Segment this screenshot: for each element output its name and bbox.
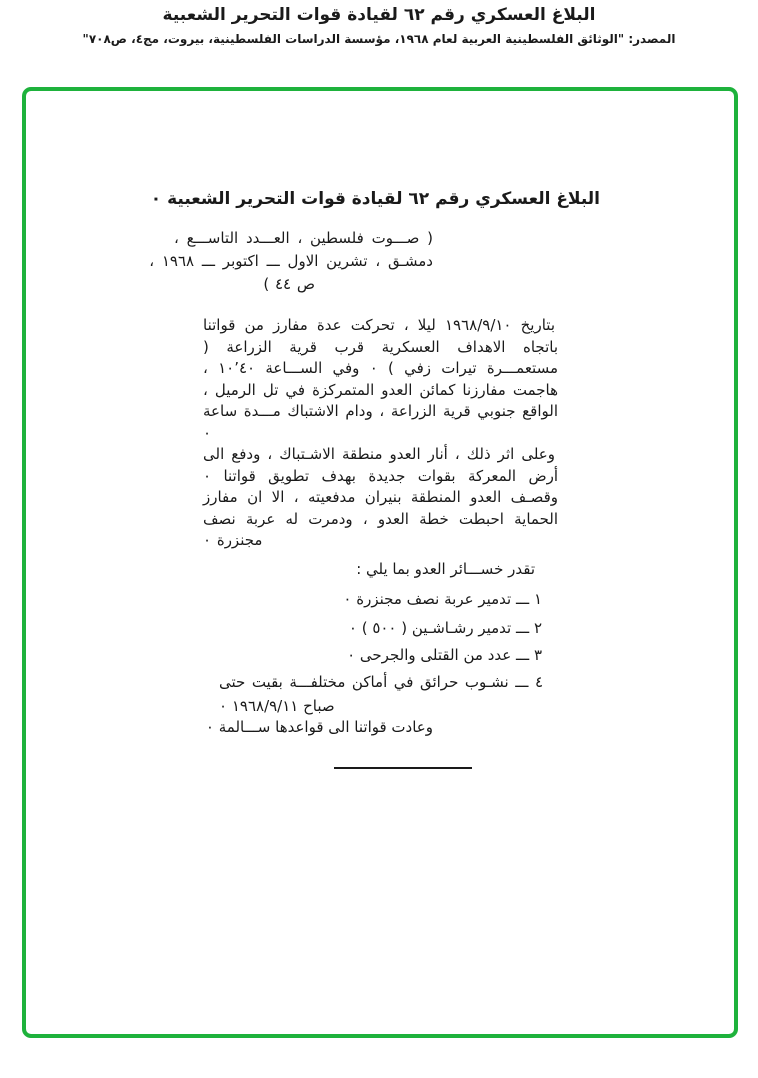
citation-line: دمشـق ، تشرين الاول ـــ اكتوبر ـــ ١٩٦٨ ، [149,252,433,270]
losses-list-item: ٤ ـــ نشـوب حرائق في أماكن مختلفـــة بقيت حتى صباح ١٩٦٨/٩/١١ ٠ [219,673,543,715]
losses-intro-line: تقدر خســـائر العدو بما يلي : [356,560,535,578]
closing-line: وعادت قواتنا الى قواعدها ســـالمة ٠ [205,718,433,736]
losses-list-item: ١ ـــ تدمير عربة نصف مجنزرة ٠ [343,590,542,608]
page-title: البلاغ العسكري رقم ٦٢ لقيادة قوات التحرير الشعبية [162,5,596,25]
body-paragraph: وعلى اثر ذلك ، أنار العدو منطقة الاشـتباك ، ودفع الى أرض المعركة بقوات جديدة بهدف تطويق قواتنا ٠ وقصـف العدو المنطقة بنيران مدفعيته ، الا ان مفارز الحماية احبطت خطة العدو ، ودمرت له عربة نصف مجنزرة ٠ [203,445,558,549]
source-citation-line: المصدر: "الوثائق الفلسطينية العربية لعام ١٩٦٨، مؤسسة الدراسات الفلسطينية، بيروت، مج٤، ص٧٠٨" [82,32,676,46]
body-paragraph: بتاريخ ١٩٦٨/٩/١٠ ليلا ، تحركت عدة مفارز من قواتنا باتجاه الاهداف العسكرية قرب قرية الزراعة ( مستعمـــرة تيرات زفي ) ٠ وفي الســـاعة ١٠٬٤٠ ، هاجمت مفارزنا كمائن العدو المتمركزة في تل الرميل ، الواقع جنوبي قرية الزراعة ، ودام الاشتباك مـــدة ساعة ٠ [203,316,559,442]
losses-list-item: ٢ ـــ تدمير رشـاشـين ( ٥٠٠ ) ٠ [348,619,542,637]
losses-list-item: ٣ ـــ عدد من القتلى والجرحى ٠ [347,646,542,664]
publication-citation [149,227,433,296]
citation-line: ص ٤٤ ) [263,275,315,293]
end-rule-divider [334,767,472,769]
citation-line: ( صـــوت فلسطين ، العـــدد التاســـع ، [174,229,433,247]
communique-title: البلاغ العسكري رقم ٦٢ لقيادة قوات التحرير الشعبية ٠ [150,189,600,209]
